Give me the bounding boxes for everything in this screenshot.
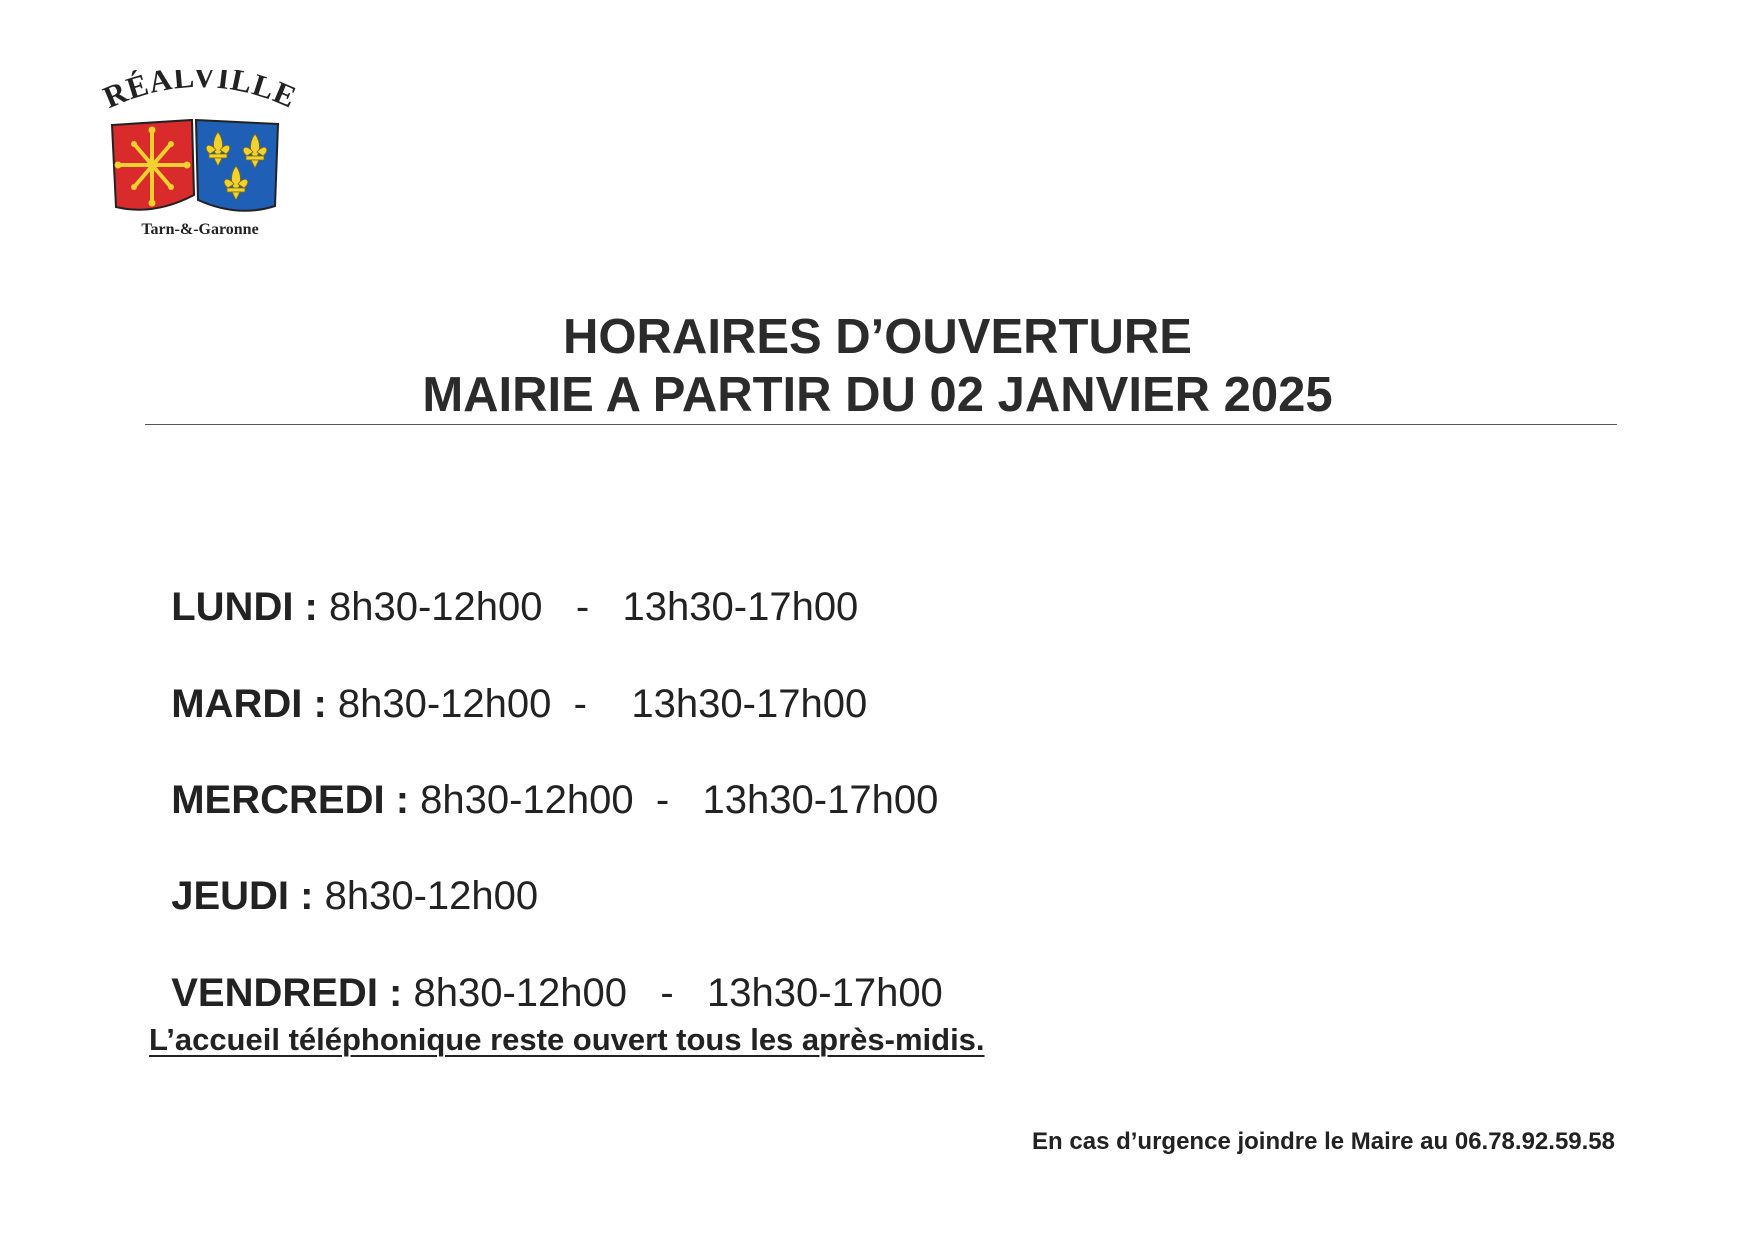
- day-label: MARDI :: [171, 682, 327, 726]
- day-label: VENDREDI :: [171, 971, 403, 1015]
- schedule-row-mercredi: [149, 733, 938, 823]
- schedule-row-vendredi: [149, 926, 943, 1016]
- logo-department: Tarn-&-Garonne: [141, 221, 259, 238]
- emergency-contact: En cas d’urgence joindre le Maire au 06.78.92.59.58: [1032, 1128, 1615, 1155]
- schedule-row-mardi: [149, 637, 867, 727]
- svg-text:RÉALVILLE: [98, 70, 302, 115]
- town-logo: [90, 70, 310, 245]
- logo-town-name: RÉALVILLE: [98, 70, 303, 115]
- title-line-2: MAIRIE A PARTIR DU 02 JANVIER 2025: [422, 368, 1333, 422]
- coat-of-arms-icon: [90, 70, 310, 245]
- title-line-1: HORAIRES D’OUVERTURE: [563, 310, 1192, 364]
- schedule-row-lundi: [149, 540, 858, 630]
- hours-value: 8h30-12h00: [313, 874, 539, 918]
- phone-reception-note: L’accueil téléphonique reste ouvert tous les après-midis.: [149, 1022, 985, 1057]
- hours-value: 8h30-12h00 - 13h30-17h00: [326, 682, 868, 726]
- schedule-row-jeudi: [149, 829, 538, 919]
- page-title: [0, 308, 1755, 424]
- day-label: MERCREDI :: [171, 778, 410, 822]
- hours-value: 8h30-12h00 - 13h30-17h00: [402, 971, 943, 1015]
- hours-value: 8h30-12h00 - 13h30-17h00: [409, 778, 939, 822]
- day-label: LUNDI :: [171, 585, 318, 629]
- hours-value: 8h30-12h00 - 13h30-17h00: [317, 585, 859, 629]
- title-divider: [145, 424, 1617, 425]
- day-label: JEUDI :: [171, 874, 314, 918]
